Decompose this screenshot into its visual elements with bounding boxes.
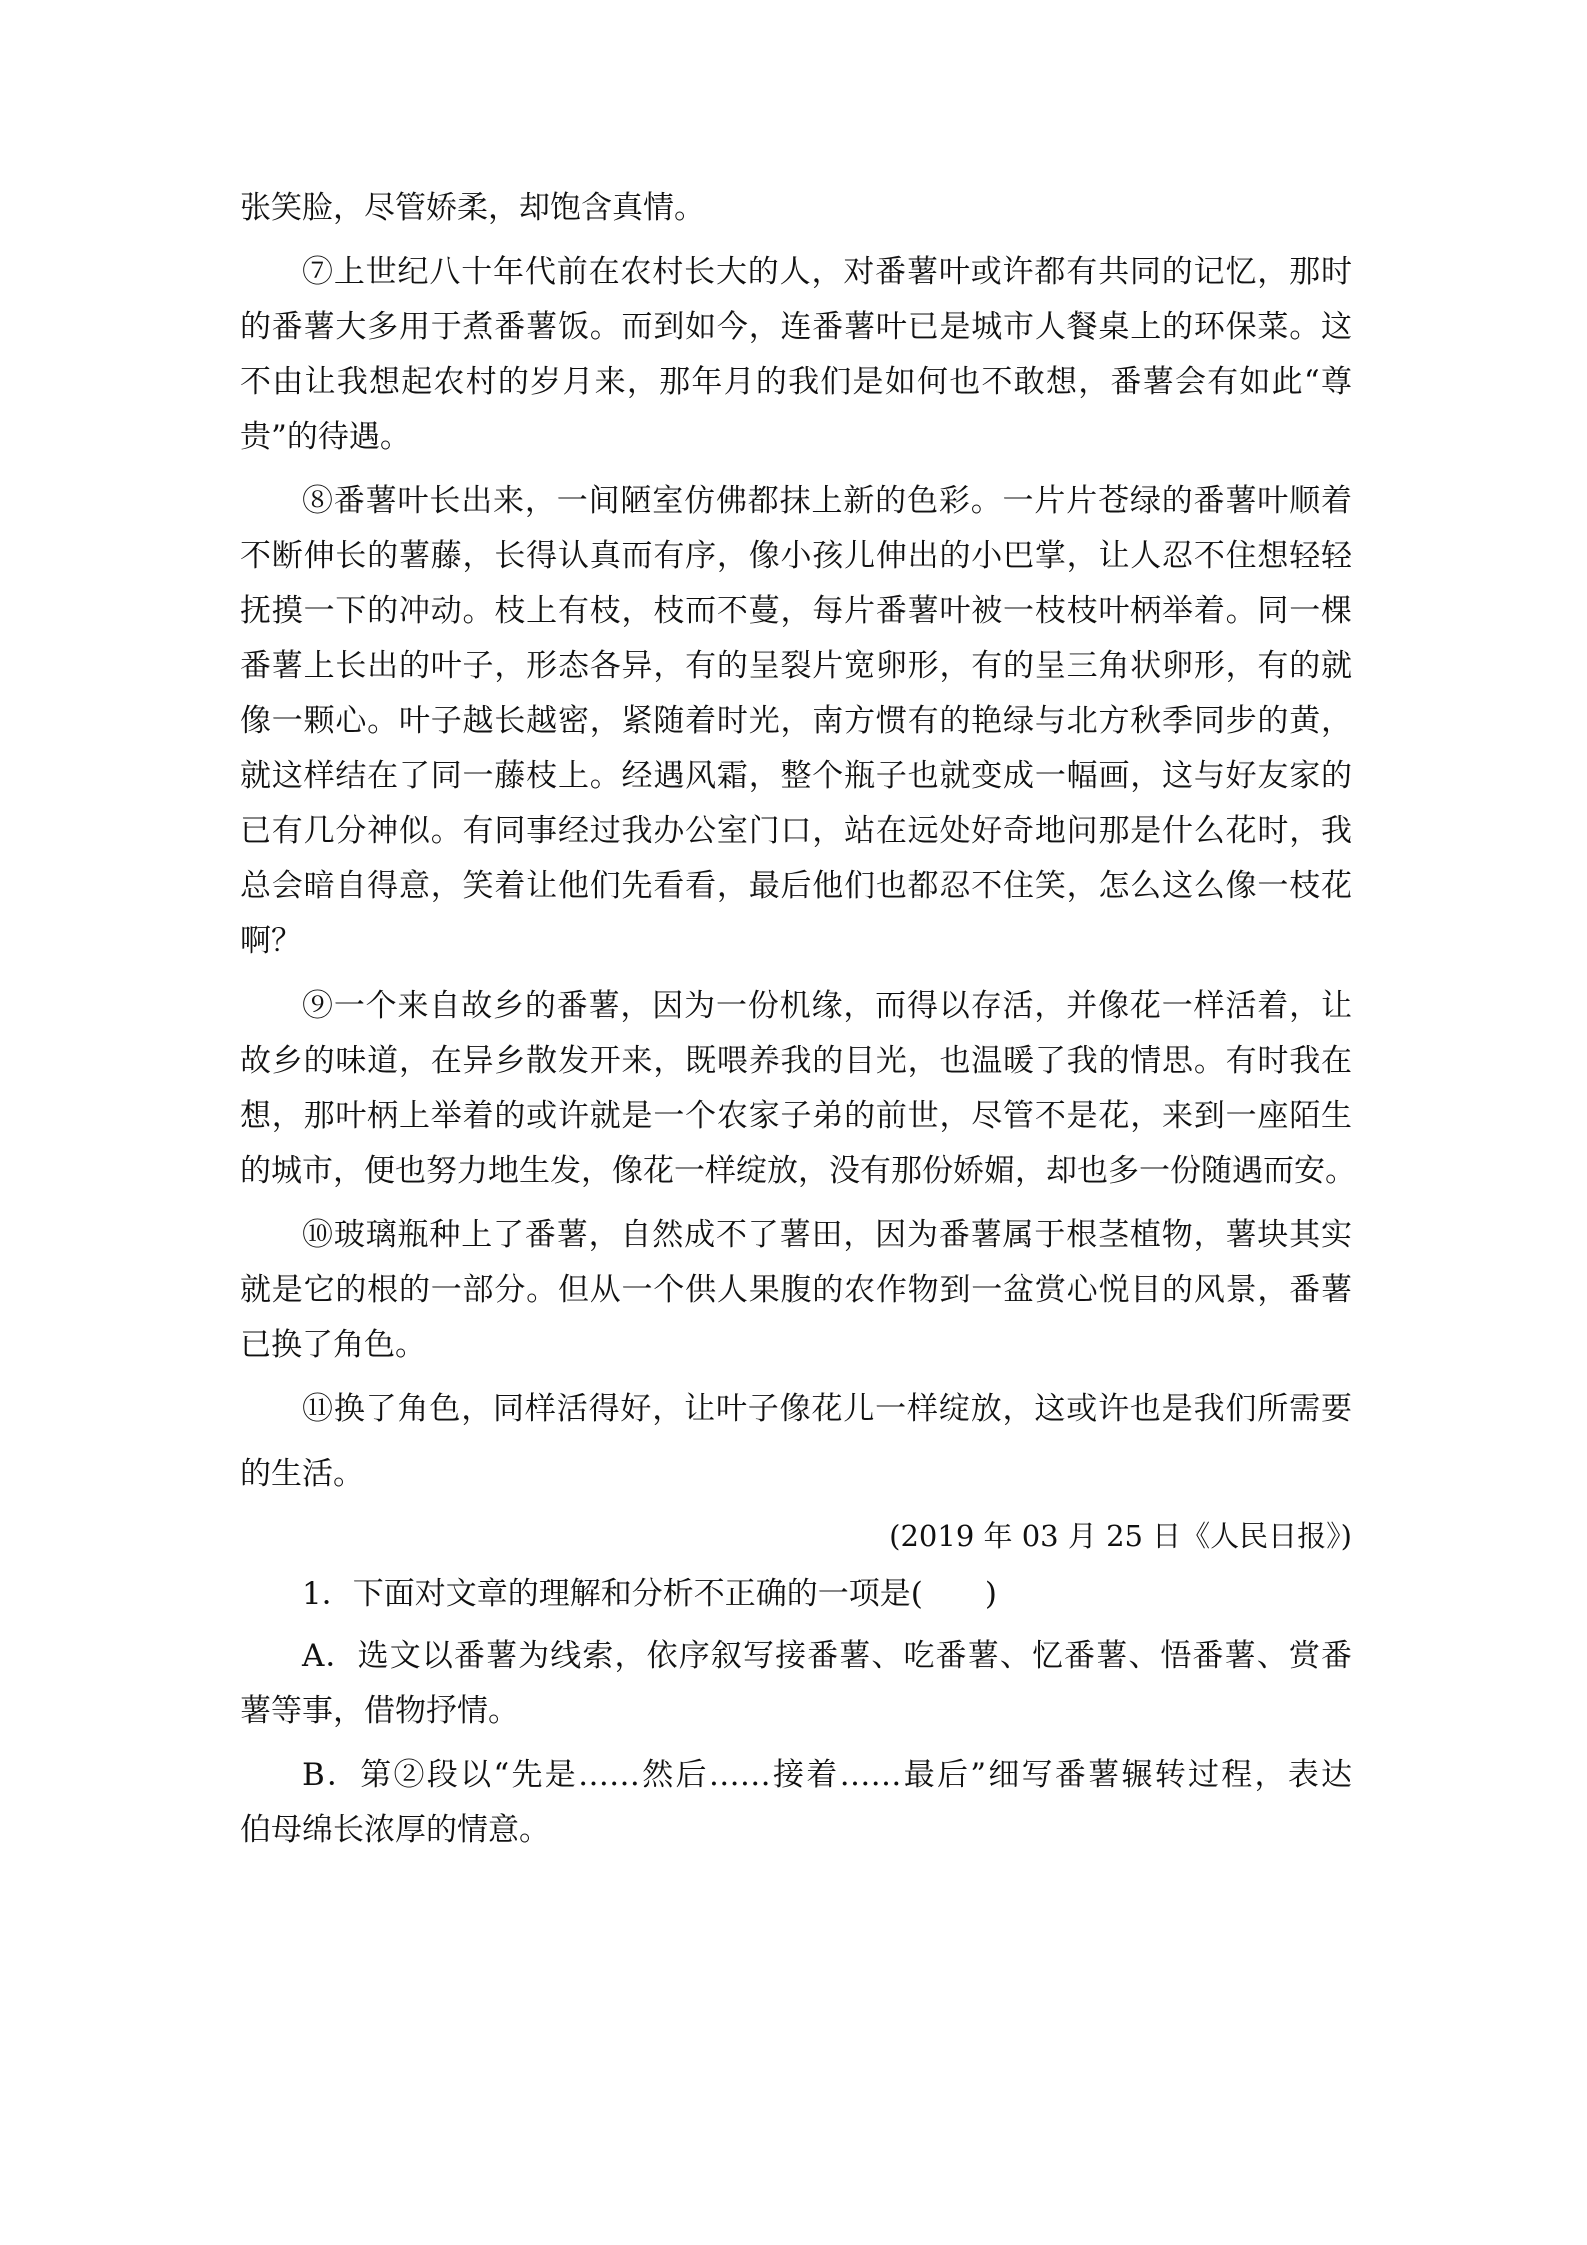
paragraph-7-line-1: ⑦上世纪八十年代前在农村长大的人，对番薯叶或许都有共同的记忆，那时	[302, 254, 1352, 290]
paragraph-9-line-2: 故乡的味道，在异乡散发开来，既喂养我的目光，也温暖了我的情思。有时我在	[240, 1043, 1352, 1079]
paragraph-9-line-3: 想，那叶柄上举着的或许就是一个农家子弟的前世，尽管不是花，来到一座陌生	[240, 1098, 1352, 1134]
article-source: (2019 年 03 月 25 日《人民日报》)	[889, 1519, 1352, 1553]
paragraph-9-line-4: 的城市，便也努力地生发，像花一样绽放，没有那份娇媚，却也多一份随遇而安。	[240, 1153, 1356, 1189]
option-b-line-1: B．第②段以“先是……然后……接着……最后”细写番薯辗转过程，表达	[302, 1757, 1352, 1793]
option-a-line-1: A．选文以番薯为线索，依序叙写接番薯、吃番薯、忆番薯、悟番薯、赏番	[302, 1638, 1352, 1674]
paragraph-7-line-2: 的番薯大多用于煮番薯饭。而到如今，连番薯叶已是城市人餐桌上的环保菜。这	[240, 309, 1352, 345]
paragraph-8-line-9: 啊？	[240, 923, 302, 959]
paragraph-8-line-4: 番薯上长出的叶子，形态各异，有的呈裂片宽卵形，有的呈三角状卵形，有的就	[240, 648, 1352, 684]
paragraph-8-line-6: 就这样结在了同一藤枝上。经遇风霜，整个瓶子也就变成一幅画，这与好友家的	[240, 758, 1352, 794]
paragraph-9-line-1: ⑨一个来自故乡的番薯，因为一份机缘，而得以存活，并像花一样活着，让	[302, 988, 1352, 1024]
paragraph-10-line-1: ⑩玻璃瓶种上了番薯，自然成不了薯田，因为番薯属于根茎植物，薯块其实	[302, 1217, 1352, 1253]
option-a-line-2: 薯等事，借物抒情。	[240, 1693, 519, 1729]
paragraph-10-line-2: 就是它的根的一部分。但从一个供人果腹的农作物到一盆赏心悦目的风景，番薯	[240, 1272, 1352, 1308]
paragraph-7-line-4: 贵”的待遇。	[240, 419, 411, 455]
paragraph-8-line-8: 总会暗自得意，笑着让他们先看看，最后他们也都忍不住笑，怎么这么像一枝花	[240, 868, 1352, 904]
paragraph-11-line-2: 的生活。	[240, 1456, 364, 1492]
paragraph-8-line-2: 不断伸长的薯藤，长得认真而有序，像小孩儿伸出的小巴掌，让人忍不住想轻轻	[240, 538, 1352, 574]
paragraph-7-line-3: 不由让我想起农村的岁月来，那年月的我们是如何也不敢想，番薯会有如此“尊	[240, 364, 1352, 400]
paragraph-8-line-1: ⑧番薯叶长出来，一间陋室仿佛都抹上新的色彩。一片片苍绿的番薯叶顺着	[302, 483, 1352, 519]
paragraph-10-line-3: 已换了角色。	[240, 1327, 426, 1363]
paragraph-6-tail: 张笑脸，尽管娇柔，却饱含真情。	[240, 190, 705, 226]
question-1-stem: 1．下面对文章的理解和分析不正确的一项是( )	[302, 1576, 997, 1612]
paragraph-11-line-1: ⑪换了角色，同样活得好，让叶子像花儿一样绽放，这或许也是我们所需要	[302, 1391, 1352, 1427]
paragraph-8-line-5: 像一颗心。叶子越长越密，紧随着时光，南方惯有的艳绿与北方秋季同步的黄，	[240, 703, 1352, 739]
paragraph-8-line-3: 抚摸一下的冲动。枝上有枝，枝而不蔓，每片番薯叶被一枝枝叶柄举着。同一棵	[240, 593, 1352, 629]
option-b-line-2: 伯母绵长浓厚的情意。	[240, 1812, 550, 1848]
paragraph-8-line-7: 已有几分神似。有同事经过我办公室门口，站在远处好奇地问那是什么花时，我	[240, 813, 1352, 849]
